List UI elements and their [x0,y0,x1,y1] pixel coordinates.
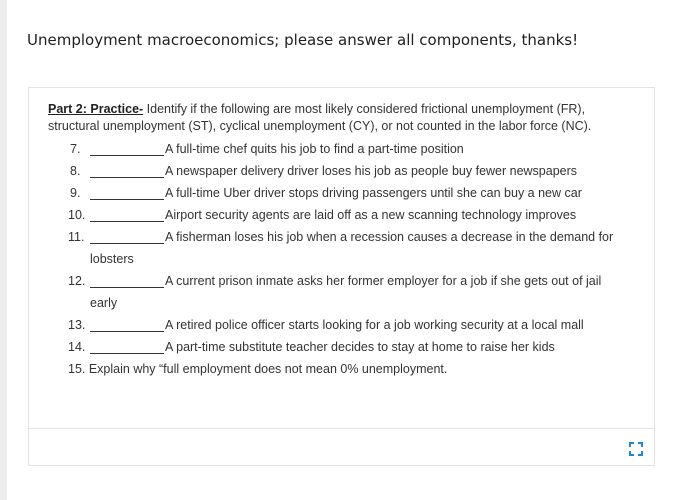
item-continuation-text: lobsters [90,252,134,266]
item-text: A full-time chef quits his job to find a part-time position [165,142,464,156]
question-item [48,317,638,339]
answer-blank [90,243,164,244]
question-text: Unemployment macroeconomics; please answer all components, thanks! [27,31,579,49]
item-text: A newspaper delivery driver loses his job as people buy fewer newspapers [165,164,578,178]
explain-item [48,361,638,381]
answer-blank [90,331,164,332]
answer-blank [90,177,164,178]
question-item [48,339,638,361]
question-item [48,163,638,185]
item-text: A fisherman loses his job when a recession causes a decrease in the demand for [165,230,614,244]
question-item [48,185,638,207]
item-number: 13. [68,318,86,332]
item-text: A part-time substitute teacher decides to stay at home to raise her kids [165,340,555,354]
item-text: Airport security agents are laid off as a new scanning technology improves [165,208,577,222]
item-text: A current prison inmate asks her former employer for a job if she gets out of jail [165,274,602,288]
expand-icon[interactable] [629,442,643,456]
answer-blank [90,287,164,288]
left-divider [0,0,7,500]
item-number: 10. [68,208,86,222]
worksheet-instructions [48,101,638,135]
explain-text: 15. Explain why “full employment does not mean 0% unemployment. [68,362,448,376]
item-continuation [48,295,638,317]
item-number: 9. [70,186,81,200]
answer-blank [90,199,164,200]
item-text: A full-time Uber driver stops driving passengers until she can buy a new car [165,186,582,200]
part-label: Part 2: Practice- [48,102,144,116]
question-item [48,141,638,163]
item-number: 8. [70,164,81,178]
answer-blank [90,155,164,156]
question-item [48,273,638,295]
item-number: 12. [68,274,86,288]
item-continuation-text: early [90,296,118,310]
question-item [48,229,638,251]
card-footer [29,428,654,467]
attachment-card[interactable] [28,87,655,466]
question-item [48,207,638,229]
instructions-text: Identify if the following are most likely considered frictional unemployment (FR), structural unemployment (ST), cyclical unemployment (CY), or not counted in the labor force (NC). [48,102,592,133]
item-number: 14. [68,340,86,354]
item-number: 11. [68,230,85,244]
item-continuation [48,251,638,273]
item-number: 7. [70,142,81,156]
answer-blank [90,221,164,222]
item-text: A retired police officer starts looking for a job working security at a local mall [165,318,584,332]
answer-blank [90,353,164,354]
worksheet [48,101,638,381]
